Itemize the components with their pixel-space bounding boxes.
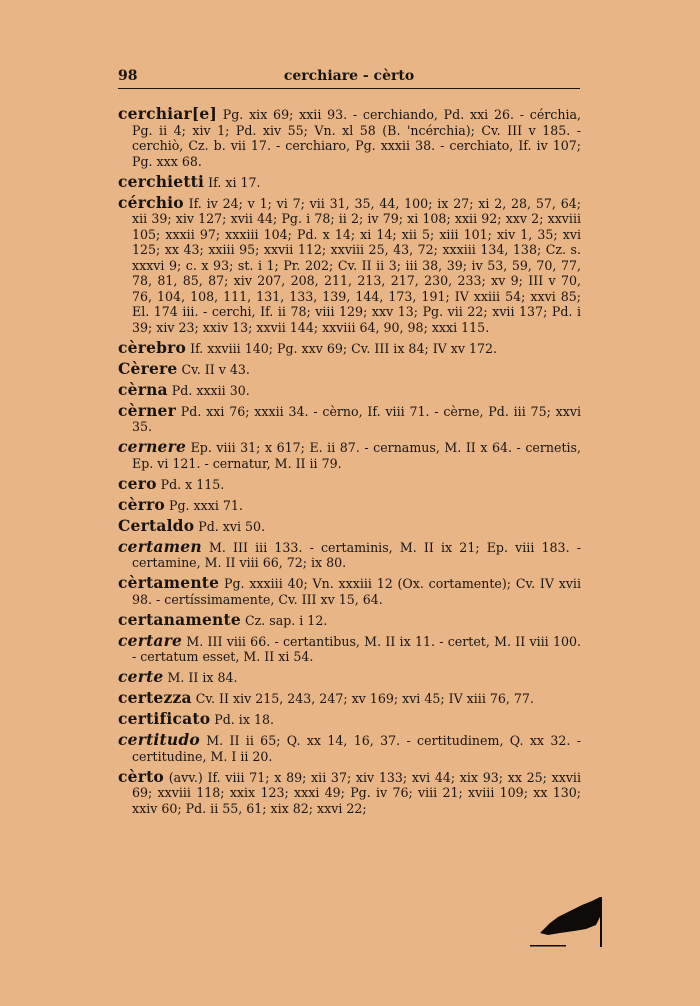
entry-references: If. xxviii 140; Pg. xxv 69; Cv. III ix 84; IV xv 172. <box>190 340 498 356</box>
entry-references: If. iv 24; v 1; vi 7; vii 31, 35, 44, 100; ix 27; xi 2, 28, 57, 64; xii 39; xiv 127; xvii 44; Pg. i 78; ii 2; iv 79; xi 108; xxii 92; xxv 2; xxviii 105; xxxii 97; xxxiii 104; Pd. x 14; xi 14; xii 5; xiii 101; xiv 1, 35; xvi 125; xx 43; xxiii 95; xxvii 112; xxviii 25, 43, 72; xxxiii 134, 138; Cz. s. xxxvi 9; c. x 93; st. i 1; Pr. 202; Cv. II ii 3; iii 38, 39; iv 53, 59, 70, 77, 78, 81, 85, 87; xiv 207, 208, 211, 213, 217, 230, 233; xv 9; III v 70, 76, 104, 108, 111, 131, 133, 139, 144, 173, 191; IV xxiii 54; xxvi 85; El. 174 iii. - cerchi, If. ii 78; viii 129; xxv 13; Pg. vii 22; xvii 137; Pd. i 39; xiv 23; xxiv 13; xxvii 144; xxviii 64, 90, 98; xxxi 115. <box>132 195 581 335</box>
dictionary-entry <box>118 669 581 686</box>
dictionary-entry <box>118 690 581 707</box>
entry-references: Cv. II v 43. <box>181 361 250 377</box>
entry-references: M. II ii 65; Q. xx 14, 16, 37. - certitudinem, Q. xx 32. - certitudine, M. I ii 20. <box>132 733 581 764</box>
entry-references: Cz. sap. i 12. <box>244 612 328 628</box>
entry-headword: cero <box>118 473 157 493</box>
entry-references: Pd. xxi 76; xxxii 34. - cèrno, If. viii 71. - cèrne, Pd. iii 75; xxvi 35. <box>132 403 581 434</box>
dictionary-entry <box>118 536 581 571</box>
entry-headword: cerchietti <box>118 171 205 191</box>
entry-references: Pg. xxxi 71. <box>169 497 243 513</box>
entry-headword: Cèrere <box>118 358 178 378</box>
page-header <box>118 66 580 89</box>
dictionary-entry <box>118 515 581 535</box>
entry-references: Pd. xxxii 30. <box>171 382 250 398</box>
dictionary-entry <box>118 630 581 665</box>
dictionary-entry <box>118 192 581 336</box>
entry-references: Pd. x 115. <box>160 476 225 492</box>
entry-headword: cèrto <box>118 766 164 786</box>
entry-headword: Certaldo <box>118 515 195 535</box>
entry-headword: certitudo <box>118 730 200 749</box>
entry-headword: cèrtamente <box>118 573 220 592</box>
page-number: 98 <box>118 68 138 84</box>
dictionary-entry <box>118 732 581 764</box>
dictionary-entry <box>118 494 581 514</box>
entry-headword: cérchio <box>118 192 184 212</box>
entry-headword: certificato <box>118 709 211 728</box>
entry-references: Pg. xix 69; xxii 93. - cerchiando, Pd. xxi 26. - cérchia, Pg. ii 4; xiv 1; Pd. xiv 55; Vn. xl 58 (B. 'ncérchia); Cv. III v 185. - cerchiò, Cz. b. vii 17. - cerchiaro, Pg. xxxii 38. - cerchiato, If. iv 107; Pg. xxx 68. <box>132 107 581 169</box>
entry-headword: cèrebro <box>118 337 187 357</box>
entry-headword: cèrro <box>118 494 165 514</box>
dictionary-entry <box>118 575 581 607</box>
entry-references: Pd. ix 18. <box>214 712 274 727</box>
entry-references: (avv.) If. viii 71; x 89; xii 37; xiv 133; xvi 44; xix 93; xx 25; xxvii 69; xxviii 118; xxix 123; xxxi 49; Pg. iv 76; viii 21; xviii 109; xx 130; xxiv 60; Pd. ii 55, 61; xix 82; xxvi 22; <box>132 769 581 816</box>
dictionary-entries <box>118 106 581 821</box>
entry-headword: certamen <box>118 536 202 556</box>
dictionary-entry <box>118 358 581 378</box>
dictionary-entry <box>118 473 581 493</box>
dictionary-entry <box>118 766 581 817</box>
dictionary-entry <box>118 609 581 629</box>
entry-references: M. III viii 66. - certantibus, M. II ix 11. - certet, M. II viii 100. - certatum esset, M. II xi 54. <box>132 633 581 664</box>
entry-headword: cèrna <box>118 379 168 399</box>
entry-references: M. II ix 84. <box>167 670 238 685</box>
dictionary-entry <box>118 439 581 471</box>
entry-references: M. III iii 133. - certaminis, M. II ix 21; Ep. viii 183. - certamine, M. II viii 66, 72; ix 80. <box>132 539 581 570</box>
dictionary-entry <box>118 400 581 435</box>
entry-headword: cernere <box>118 437 187 456</box>
entry-references: Pg. xxxiii 40; Vn. xxxiii 12 (Ox. cortamente); Cv. IV xvii 98. - certíssimamente, Cv. III xv 15, 64. <box>132 576 581 607</box>
dictionary-entry <box>118 337 581 357</box>
entry-headword: certare <box>118 630 183 650</box>
entry-headword: cèrner <box>118 400 176 420</box>
dictionary-entry <box>118 106 581 169</box>
dictionary-entry <box>118 379 581 399</box>
entry-references: Cv. II xiv 215, 243, 247; xv 169; xvi 45; IV xiii 76, 77. <box>195 691 534 706</box>
entry-references: Ep. viii 31; x 617; E. ii 87. - cernamus, M. II x 64. - cernetis, Ep. vi 121. - cernatur, M. II ii 79. <box>132 440 582 471</box>
entry-references: Pd. xvi 50. <box>198 518 266 534</box>
running-title: cerchiare - cèrto <box>283 68 415 84</box>
entry-headword: certe <box>118 667 164 686</box>
entry-references: If. xi 17. <box>208 174 261 190</box>
dictionary-entry <box>118 711 581 728</box>
dictionary-entry <box>118 171 581 191</box>
ink-blot-mark <box>530 893 608 953</box>
entry-headword: certezza <box>118 688 192 707</box>
entry-headword: cerchiar[e] <box>118 104 217 123</box>
entry-headword: certanamente <box>118 609 241 629</box>
